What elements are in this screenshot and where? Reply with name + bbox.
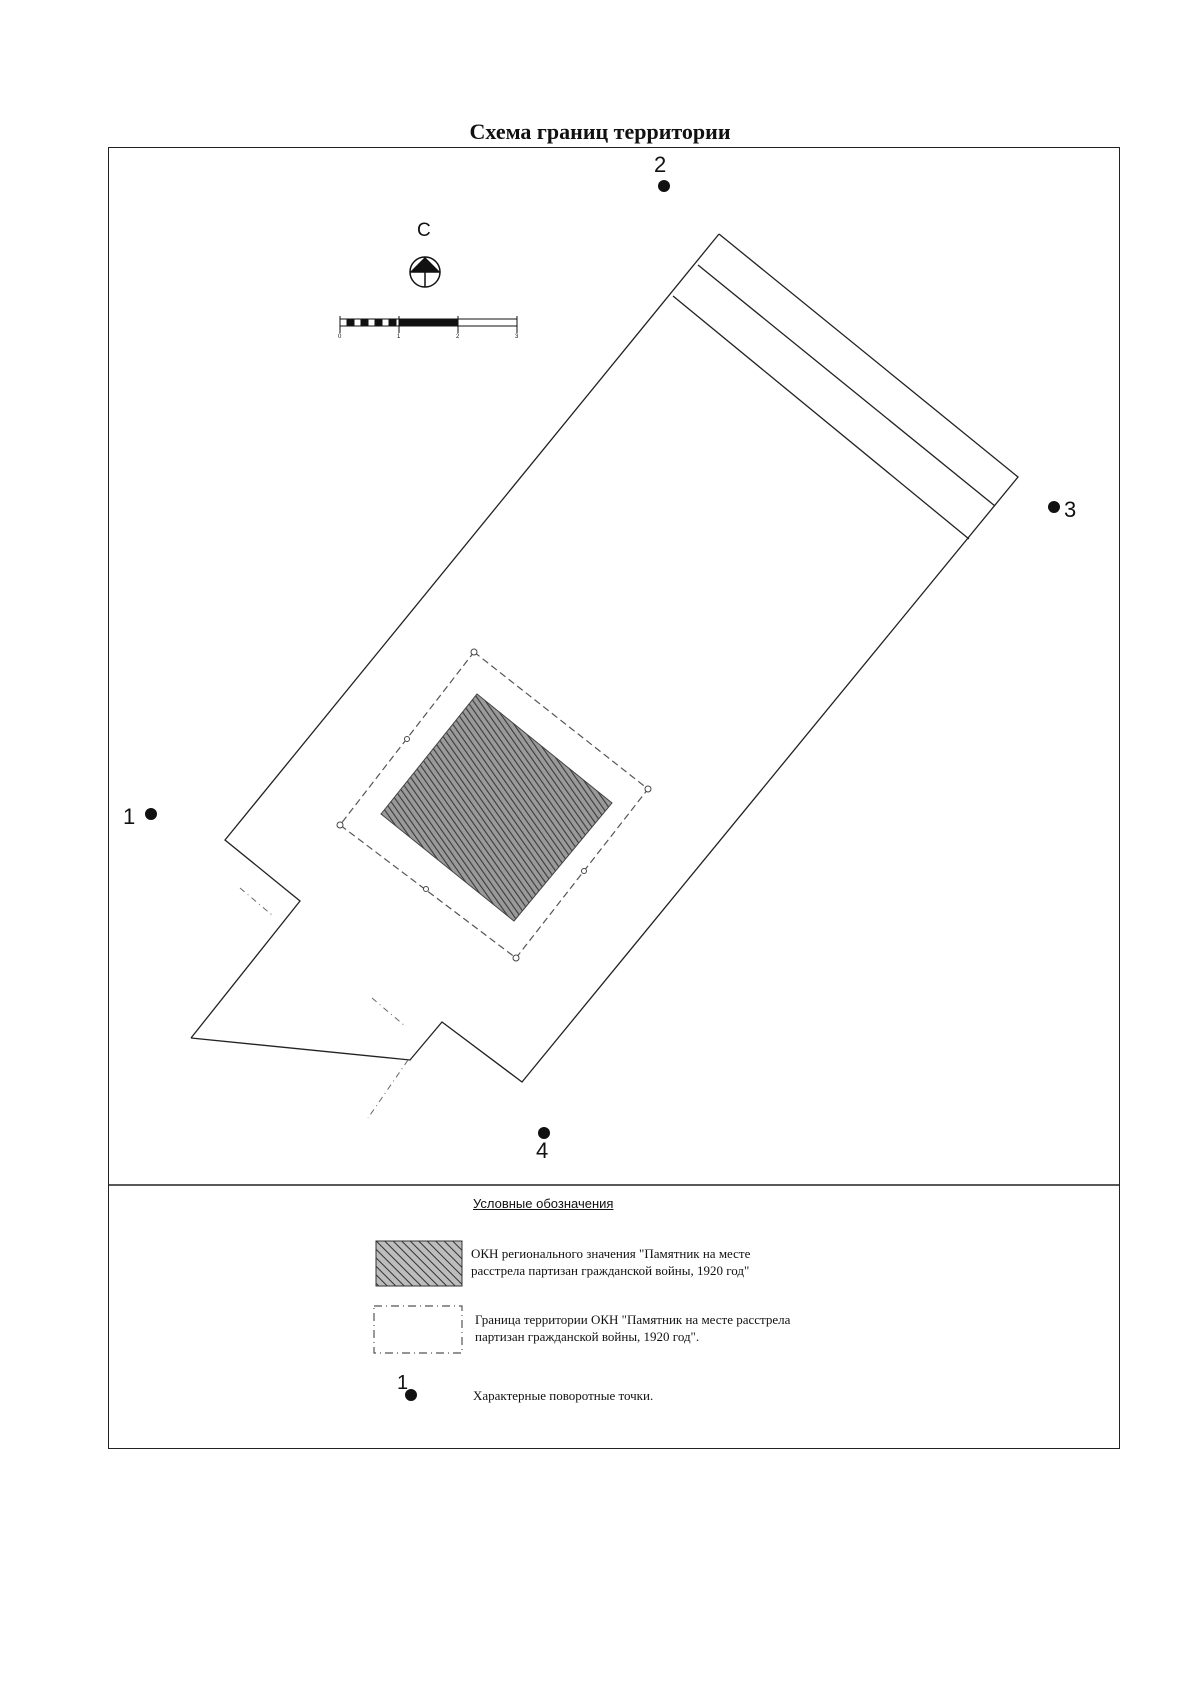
legend-item-text: ОКН регионального значения "Памятник на месте [471, 1246, 751, 1261]
map-title: Схема границ территории [469, 119, 731, 144]
scale-tick-label: 3 [515, 334, 519, 340]
legend-item-turning-points: Характерные поворотные точки. [473, 1388, 654, 1403]
turning-point-2 [658, 180, 670, 192]
turning-point-3 [1048, 501, 1060, 513]
scale-tick-label: 2 [456, 334, 460, 340]
faint-lines [240, 888, 408, 1118]
point-label-1: 1 [123, 804, 136, 829]
legend-item-text: партизан гражданской войны, 1920 год". [475, 1329, 700, 1344]
turning-points [145, 180, 1060, 1139]
legend-hatch-swatch [376, 1241, 462, 1286]
legend-item-text: расстрела партизан гражданской войны, 1920 год" [471, 1263, 750, 1278]
legend-point-label: 1 [397, 1372, 409, 1394]
parcel-outline [191, 234, 1018, 1082]
scale-tick-label: 0 [338, 334, 342, 340]
heritage-object-area [381, 694, 612, 921]
turning-point-1 [145, 808, 157, 820]
point-label-3: 3 [1064, 497, 1077, 522]
point-label-2: 2 [654, 152, 667, 177]
legend-title: Условные обозначения [473, 1196, 614, 1211]
scale-bar [340, 316, 517, 333]
north-label: С [417, 220, 431, 241]
north-arrow-icon [410, 257, 440, 287]
scale-tick-label: 1 [397, 334, 401, 340]
legend-item-heritage-object [471, 1245, 750, 1279]
point-label-4: 4 [536, 1138, 549, 1163]
legend-boundary-swatch [374, 1306, 462, 1353]
legend-item-territory-boundary [475, 1311, 790, 1345]
legend-item-text: Граница территории ОКН "Памятник на месте расстрела [475, 1312, 791, 1327]
